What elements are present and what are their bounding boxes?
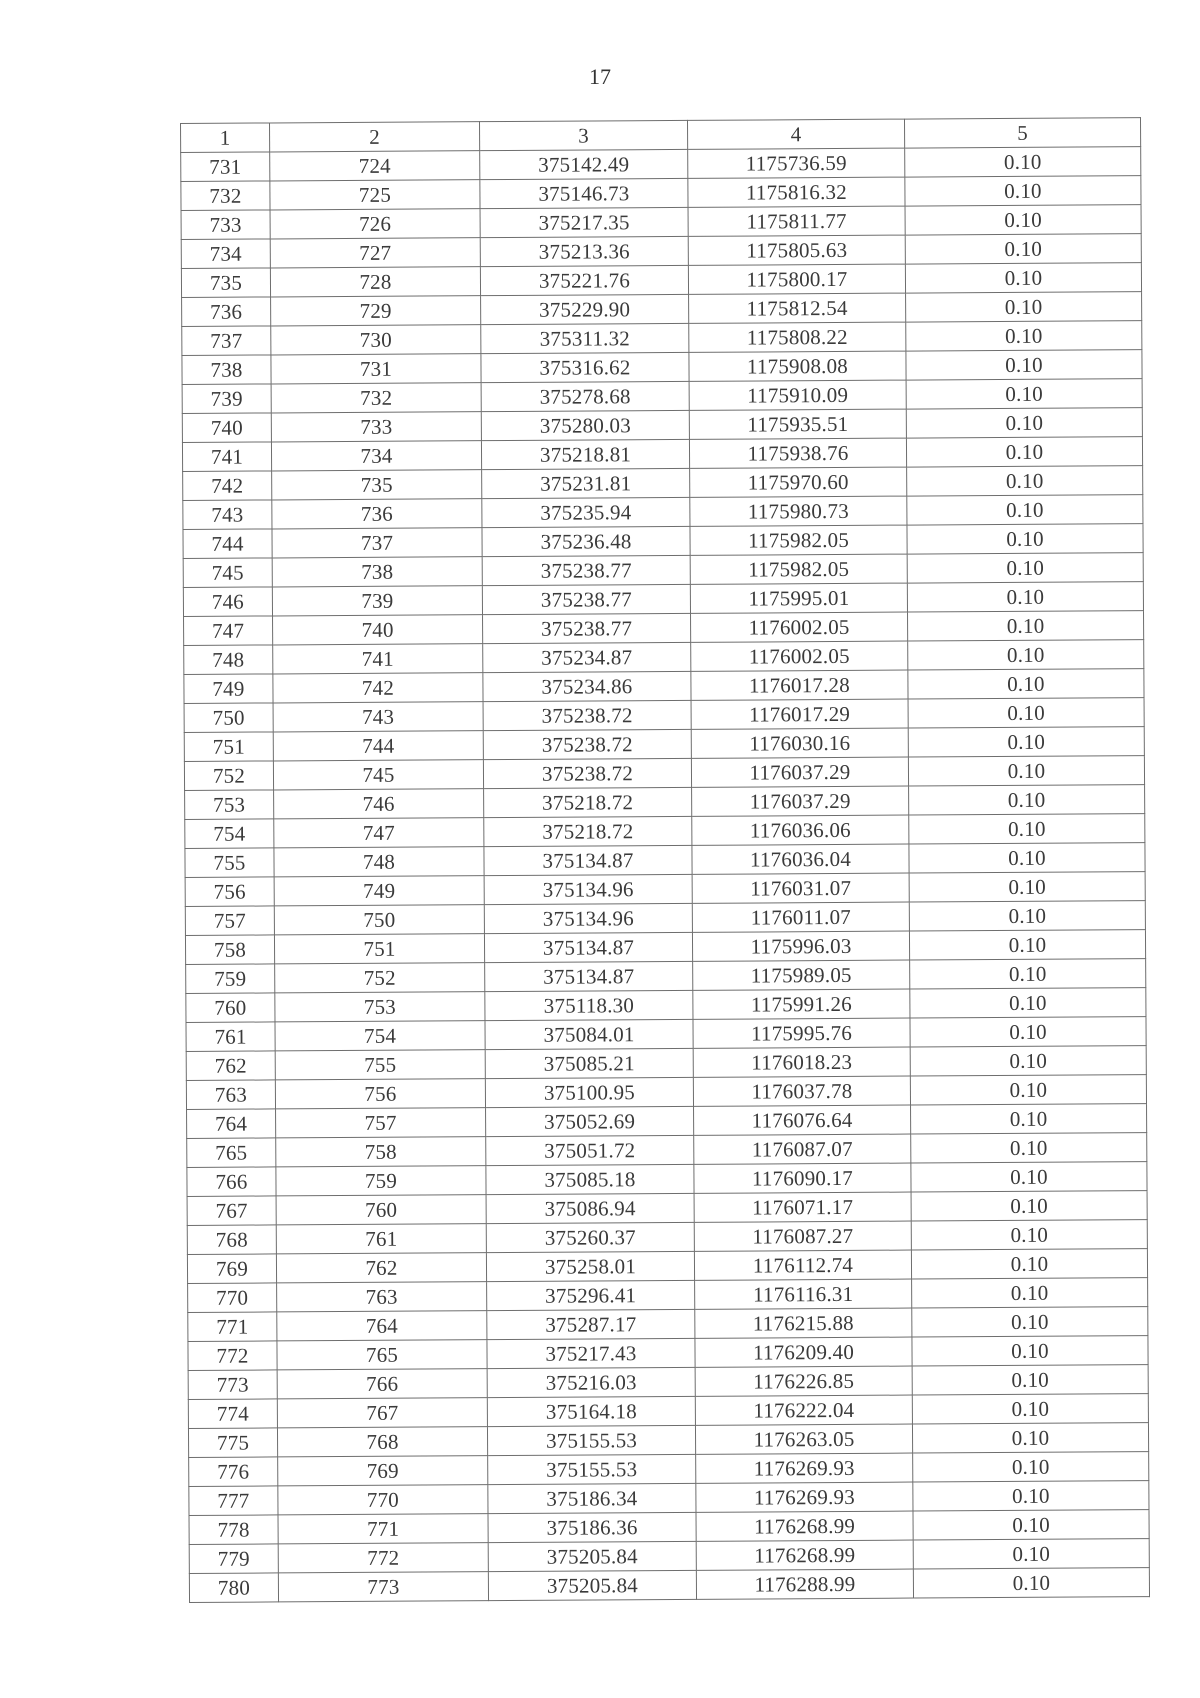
cell-index: 732 [271, 383, 481, 413]
cell-point-number: 770 [188, 1283, 277, 1313]
cell-y-coordinate: 1176226.85 [695, 1366, 912, 1396]
cell-x-coordinate: 375085.21 [485, 1048, 693, 1078]
cell-index: 769 [278, 1456, 488, 1486]
table-body [181, 147, 1150, 1603]
cell-x-coordinate: 375278.68 [481, 381, 689, 411]
cell-index: 761 [276, 1224, 486, 1254]
cell-y-coordinate: 1176087.07 [694, 1134, 911, 1164]
cell-point-number: 778 [189, 1515, 278, 1545]
cell-y-coordinate: 1176269.93 [696, 1453, 913, 1483]
cell-value: 0.10 [910, 959, 1146, 989]
cell-index: 773 [278, 1572, 488, 1602]
cell-x-coordinate: 375234.87 [483, 642, 691, 672]
cell-index: 737 [272, 528, 482, 558]
cell-value: 0.10 [907, 582, 1143, 612]
cell-y-coordinate: 1176036.04 [692, 844, 909, 874]
cell-y-coordinate: 1175989.05 [693, 960, 910, 990]
cell-index: 742 [273, 673, 483, 703]
cell-point-number: 759 [186, 964, 275, 994]
cell-x-coordinate: 375234.86 [483, 671, 691, 701]
cell-x-coordinate: 375238.72 [483, 700, 691, 730]
cell-value: 0.10 [910, 1017, 1146, 1047]
cell-index: 726 [270, 209, 480, 239]
cell-y-coordinate: 1176209.40 [695, 1337, 912, 1367]
cell-point-number: 774 [188, 1399, 277, 1429]
cell-value: 0.10 [908, 756, 1144, 786]
cell-value: 0.10 [913, 1539, 1149, 1569]
cell-y-coordinate: 1175995.01 [690, 583, 907, 613]
cell-y-coordinate: 1175800.17 [688, 264, 905, 294]
cell-index: 747 [274, 818, 484, 848]
cell-x-coordinate: 375146.73 [480, 178, 688, 208]
cell-value: 0.10 [910, 988, 1146, 1018]
cell-value: 0.10 [907, 466, 1143, 496]
cell-value: 0.10 [907, 524, 1143, 554]
cell-x-coordinate: 375218.72 [484, 787, 692, 817]
cell-value: 0.10 [909, 785, 1145, 815]
cell-x-coordinate: 375085.18 [486, 1164, 694, 1194]
cell-point-number: 761 [186, 1022, 275, 1052]
cell-y-coordinate: 1176002.05 [691, 612, 908, 642]
cell-index: 768 [277, 1427, 487, 1457]
cell-x-coordinate: 375238.77 [482, 584, 690, 614]
cell-value: 0.10 [911, 1249, 1147, 1279]
cell-y-coordinate: 1175808.22 [689, 322, 906, 352]
cell-index: 729 [271, 296, 481, 326]
cell-y-coordinate: 1176002.05 [691, 641, 908, 671]
cell-y-coordinate: 1176263.05 [695, 1424, 912, 1454]
cell-x-coordinate: 375258.01 [486, 1251, 694, 1281]
column-header: 2 [270, 122, 480, 152]
cell-point-number: 749 [184, 674, 273, 704]
cell-point-number: 768 [187, 1225, 276, 1255]
cell-value: 0.10 [905, 147, 1141, 177]
cell-index: 739 [272, 586, 482, 616]
cell-index: 743 [273, 702, 483, 732]
cell-point-number: 744 [183, 529, 272, 559]
cell-point-number: 772 [188, 1341, 277, 1371]
cell-x-coordinate: 375216.03 [487, 1367, 695, 1397]
cell-point-number: 737 [182, 326, 271, 356]
cell-y-coordinate: 1176268.99 [696, 1540, 913, 1570]
cell-x-coordinate: 375164.18 [487, 1396, 695, 1426]
cell-y-coordinate: 1176076.64 [694, 1105, 911, 1135]
cell-y-coordinate: 1175812.54 [689, 293, 906, 323]
cell-point-number: 750 [184, 703, 273, 733]
cell-x-coordinate: 375142.49 [480, 149, 688, 179]
cell-point-number: 756 [185, 877, 274, 907]
cell-index: 738 [272, 557, 482, 587]
cell-y-coordinate: 1176037.29 [691, 757, 908, 787]
cell-x-coordinate: 375238.72 [483, 758, 691, 788]
cell-y-coordinate: 1176037.29 [692, 786, 909, 816]
cell-index: 741 [273, 644, 483, 674]
cell-value: 0.10 [905, 205, 1141, 235]
cell-value: 0.10 [912, 1336, 1148, 1366]
cell-x-coordinate: 375155.53 [487, 1425, 695, 1455]
cell-x-coordinate: 375287.17 [487, 1309, 695, 1339]
cell-value: 0.10 [910, 1046, 1146, 1076]
cell-point-number: 735 [181, 268, 270, 298]
cell-value: 0.10 [912, 1394, 1148, 1424]
cell-value: 0.10 [913, 1568, 1149, 1598]
cell-value: 0.10 [910, 1075, 1146, 1105]
cell-value: 0.10 [907, 495, 1143, 525]
cell-value: 0.10 [913, 1452, 1149, 1482]
cell-value: 0.10 [908, 698, 1144, 728]
cell-point-number: 745 [183, 558, 272, 588]
page-number: 17 [589, 64, 611, 89]
cell-index: 771 [278, 1514, 488, 1544]
cell-x-coordinate: 375218.81 [481, 439, 689, 469]
cell-index: 751 [274, 934, 484, 964]
cell-y-coordinate: 1175991.26 [693, 989, 910, 1019]
cell-point-number: 764 [187, 1109, 276, 1139]
cell-point-number: 757 [185, 906, 274, 936]
cell-point-number: 748 [184, 645, 273, 675]
cell-index: 764 [277, 1311, 487, 1341]
cell-index: 740 [273, 615, 483, 645]
cell-point-number: 755 [185, 848, 274, 878]
cell-value: 0.10 [905, 176, 1141, 206]
cell-y-coordinate: 1175908.08 [689, 351, 906, 381]
cell-y-coordinate: 1176017.29 [691, 699, 908, 729]
cell-index: 752 [275, 963, 485, 993]
cell-x-coordinate: 375052.69 [486, 1106, 694, 1136]
cell-x-coordinate: 375238.72 [483, 729, 691, 759]
coordinates-table-container [180, 117, 1149, 1603]
cell-value: 0.10 [909, 843, 1145, 873]
cell-index: 772 [278, 1543, 488, 1573]
cell-value: 0.10 [908, 669, 1144, 699]
cell-index: 760 [276, 1195, 486, 1225]
cell-point-number: 766 [187, 1167, 276, 1197]
cell-x-coordinate: 375217.43 [487, 1338, 695, 1368]
cell-index: 750 [274, 905, 484, 935]
cell-point-number: 732 [181, 181, 270, 211]
cell-index: 724 [270, 151, 480, 181]
cell-y-coordinate: 1175805.63 [688, 235, 905, 265]
cell-y-coordinate: 1175996.03 [692, 931, 909, 961]
cell-value: 0.10 [912, 1423, 1148, 1453]
cell-x-coordinate: 375218.72 [484, 816, 692, 846]
cell-x-coordinate: 375236.48 [482, 526, 690, 556]
cell-y-coordinate: 1176116.31 [695, 1279, 912, 1309]
cell-index: 749 [274, 876, 484, 906]
cell-x-coordinate: 375260.37 [486, 1222, 694, 1252]
cell-value: 0.10 [909, 901, 1145, 931]
cell-index: 730 [271, 325, 481, 355]
cell-value: 0.10 [905, 234, 1141, 264]
cell-value: 0.10 [913, 1481, 1149, 1511]
cell-point-number: 767 [187, 1196, 276, 1226]
cell-index: 731 [271, 354, 481, 384]
cell-value: 0.10 [907, 553, 1143, 583]
cell-index: 757 [276, 1108, 486, 1138]
cell-point-number: 752 [184, 761, 273, 791]
cell-y-coordinate: 1175938.76 [689, 438, 906, 468]
cell-y-coordinate: 1176090.17 [694, 1163, 911, 1193]
cell-index: 754 [275, 1021, 485, 1051]
cell-y-coordinate: 1176017.28 [691, 670, 908, 700]
cell-index: 733 [271, 412, 481, 442]
cell-index: 767 [277, 1398, 487, 1428]
cell-index: 765 [277, 1340, 487, 1370]
cell-point-number: 742 [183, 471, 272, 501]
cell-index: 744 [273, 731, 483, 761]
cell-point-number: 743 [183, 500, 272, 530]
cell-x-coordinate: 375231.81 [482, 468, 690, 498]
cell-x-coordinate: 375186.36 [488, 1512, 696, 1542]
cell-index: 759 [276, 1166, 486, 1196]
cell-x-coordinate: 375205.84 [488, 1570, 696, 1600]
cell-value: 0.10 [909, 872, 1145, 902]
cell-value: 0.10 [911, 1220, 1147, 1250]
cell-point-number: 739 [182, 384, 271, 414]
cell-index: 755 [275, 1050, 485, 1080]
cell-value: 0.10 [909, 814, 1145, 844]
cell-value: 0.10 [908, 727, 1144, 757]
cell-x-coordinate: 375134.96 [484, 874, 692, 904]
cell-index: 727 [270, 238, 480, 268]
cell-point-number: 763 [186, 1080, 275, 1110]
cell-value: 0.10 [913, 1510, 1149, 1540]
cell-index: 762 [276, 1253, 486, 1283]
table-row [189, 1568, 1149, 1603]
cell-x-coordinate: 375280.03 [481, 410, 689, 440]
cell-value: 0.10 [906, 292, 1142, 322]
cell-index: 745 [273, 760, 483, 790]
cell-x-coordinate: 375084.01 [485, 1019, 693, 1049]
cell-y-coordinate: 1175980.73 [690, 496, 907, 526]
cell-value: 0.10 [906, 408, 1142, 438]
cell-point-number: 734 [181, 239, 270, 269]
cell-x-coordinate: 375221.76 [480, 265, 688, 295]
cell-point-number: 736 [182, 297, 271, 327]
cell-x-coordinate: 375100.95 [485, 1077, 693, 1107]
cell-x-coordinate: 375134.96 [484, 903, 692, 933]
cell-x-coordinate: 375217.35 [480, 207, 688, 237]
cell-index: 770 [278, 1485, 488, 1515]
cell-point-number: 777 [189, 1486, 278, 1516]
cell-value: 0.10 [905, 263, 1141, 293]
cell-point-number: 769 [187, 1254, 276, 1284]
cell-point-number: 751 [184, 732, 273, 762]
cell-y-coordinate: 1175811.77 [688, 206, 905, 236]
cell-index: 725 [270, 180, 480, 210]
cell-x-coordinate: 375134.87 [484, 845, 692, 875]
cell-y-coordinate: 1176269.93 [696, 1482, 913, 1512]
cell-y-coordinate: 1175995.76 [693, 1018, 910, 1048]
cell-value: 0.10 [912, 1307, 1148, 1337]
cell-x-coordinate: 375134.87 [485, 961, 693, 991]
cell-x-coordinate: 375311.32 [481, 323, 689, 353]
cell-point-number: 746 [183, 587, 272, 617]
cell-y-coordinate: 1176036.06 [692, 815, 909, 845]
cell-x-coordinate: 375134.87 [484, 932, 692, 962]
cell-index: 728 [270, 267, 480, 297]
cell-value: 0.10 [911, 1162, 1147, 1192]
cell-index: 746 [274, 789, 484, 819]
cell-y-coordinate: 1176030.16 [691, 728, 908, 758]
cell-value: 0.10 [911, 1133, 1147, 1163]
cell-value: 0.10 [911, 1191, 1147, 1221]
cell-value: 0.10 [908, 611, 1144, 641]
cell-y-coordinate: 1176288.99 [696, 1569, 913, 1599]
cell-point-number: 765 [187, 1138, 276, 1168]
cell-y-coordinate: 1175982.05 [690, 554, 907, 584]
cell-index: 734 [271, 441, 481, 471]
cell-point-number: 762 [186, 1051, 275, 1081]
cell-point-number: 754 [185, 819, 274, 849]
cell-point-number: 779 [189, 1544, 278, 1574]
cell-y-coordinate: 1176018.23 [693, 1047, 910, 1077]
cell-value: 0.10 [911, 1104, 1147, 1134]
cell-point-number: 760 [186, 993, 275, 1023]
cell-x-coordinate: 375118.30 [485, 990, 693, 1020]
cell-point-number: 758 [185, 935, 274, 965]
cell-y-coordinate: 1176037.78 [693, 1076, 910, 1106]
cell-index: 758 [276, 1137, 486, 1167]
coordinates-table [180, 117, 1150, 1603]
cell-y-coordinate: 1176222.04 [695, 1395, 912, 1425]
cell-x-coordinate: 375235.94 [482, 497, 690, 527]
cell-y-coordinate: 1176031.07 [692, 873, 909, 903]
cell-y-coordinate: 1176011.07 [692, 902, 909, 932]
cell-y-coordinate: 1175816.32 [688, 177, 905, 207]
cell-point-number: 780 [189, 1573, 278, 1603]
cell-index: 735 [272, 470, 482, 500]
cell-y-coordinate: 1175910.09 [689, 380, 906, 410]
cell-y-coordinate: 1175982.05 [690, 525, 907, 555]
cell-x-coordinate: 375186.34 [488, 1483, 696, 1513]
cell-point-number: 775 [188, 1428, 277, 1458]
cell-x-coordinate: 375316.62 [481, 352, 689, 382]
cell-y-coordinate: 1175736.59 [688, 148, 905, 178]
cell-value: 0.10 [906, 350, 1142, 380]
cell-point-number: 740 [182, 413, 271, 443]
cell-x-coordinate: 375155.53 [488, 1454, 696, 1484]
cell-value: 0.10 [909, 930, 1145, 960]
cell-x-coordinate: 375229.90 [481, 294, 689, 324]
cell-value: 0.10 [906, 321, 1142, 351]
cell-y-coordinate: 1175970.60 [690, 467, 907, 497]
cell-x-coordinate: 375238.77 [482, 555, 690, 585]
cell-value: 0.10 [908, 640, 1144, 670]
cell-x-coordinate: 375213.36 [480, 236, 688, 266]
cell-index: 766 [277, 1369, 487, 1399]
cell-y-coordinate: 1176112.74 [694, 1250, 911, 1280]
cell-y-coordinate: 1175935.51 [689, 409, 906, 439]
cell-index: 748 [274, 847, 484, 877]
cell-x-coordinate: 375051.72 [486, 1135, 694, 1165]
cell-index: 763 [277, 1282, 487, 1312]
cell-x-coordinate: 375086.94 [486, 1193, 694, 1223]
cell-index: 736 [272, 499, 482, 529]
cell-point-number: 776 [189, 1457, 278, 1487]
cell-index: 753 [275, 992, 485, 1022]
cell-value: 0.10 [912, 1278, 1148, 1308]
cell-point-number: 773 [188, 1370, 277, 1400]
cell-y-coordinate: 1176215.88 [695, 1308, 912, 1338]
cell-point-number: 733 [181, 210, 270, 240]
cell-point-number: 771 [188, 1312, 277, 1342]
cell-y-coordinate: 1176268.99 [696, 1511, 913, 1541]
cell-value: 0.10 [912, 1365, 1148, 1395]
cell-point-number: 731 [181, 152, 270, 182]
column-header: 5 [904, 118, 1140, 148]
column-header: 1 [181, 123, 270, 153]
cell-value: 0.10 [906, 379, 1142, 409]
column-header: 3 [479, 120, 687, 150]
cell-point-number: 738 [182, 355, 271, 385]
cell-x-coordinate: 375238.77 [483, 613, 691, 643]
cell-point-number: 741 [182, 442, 271, 472]
cell-index: 756 [275, 1079, 485, 1109]
cell-point-number: 747 [184, 616, 273, 646]
cell-x-coordinate: 375205.84 [488, 1541, 696, 1571]
column-header: 4 [687, 119, 904, 149]
cell-x-coordinate: 375296.41 [487, 1280, 695, 1310]
cell-point-number: 753 [185, 790, 274, 820]
cell-y-coordinate: 1176071.17 [694, 1192, 911, 1222]
cell-value: 0.10 [906, 437, 1142, 467]
cell-y-coordinate: 1176087.27 [694, 1221, 911, 1251]
